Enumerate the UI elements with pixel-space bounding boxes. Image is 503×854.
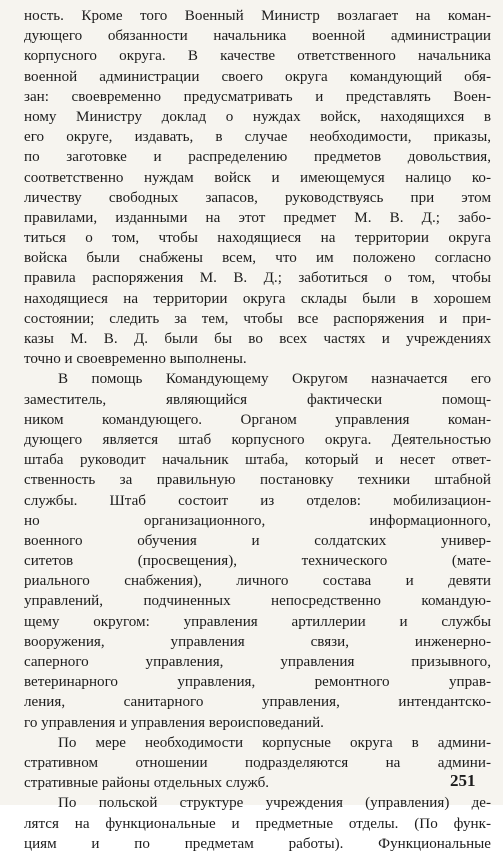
text-line: штаба руководит начальник штаба, который и несет ответ- <box>24 452 491 469</box>
text-line: дующего является штаб корпусного округа. Деятельностью <box>24 431 491 448</box>
text-line: войска были снабжены всем, что им положено согласно <box>24 250 491 267</box>
text-line: го управления и управления вероисповеданий. <box>24 714 324 731</box>
text-line: титься о том, чтобы находящиеся на территории округа <box>24 230 491 247</box>
text-line: находящиеся на территории округа склады были в хорошем <box>24 290 491 307</box>
text-line: соответственно нуждам войск и имеющемуся налицо ко- <box>24 169 491 186</box>
text-line: По мере необходимости корпусные округа в админи- <box>58 734 491 751</box>
text-line: службы. Штаб состоит из отделов: мобилизацион- <box>24 492 491 509</box>
text-line: ситетов (просвещения), технического (мате- <box>24 553 491 570</box>
page-number: 251 <box>450 771 476 790</box>
text-line: лятся на функциональные и предметные отделы. (По функ- <box>24 815 491 832</box>
text-line: состоянии; следить за тем, чтобы все распоряжения и при- <box>24 310 491 327</box>
text-line: стративные районы отдельных служб. <box>24 775 270 792</box>
text-line: но организационного, информационного, <box>24 512 491 529</box>
text-line: казы М. В. Д. были бы во всех частях и учреждениях <box>24 331 491 347</box>
text-line: правила распоряжения М. В. Д.; заботиться о том, чтобы <box>24 270 491 287</box>
text-line: корпусного округа. В качестве ответственного начальника <box>24 48 491 65</box>
text-line: заместитель, являющийся фактически помощ- <box>24 391 491 408</box>
text-line: По польской структуре учреждения (управления) де- <box>58 795 491 812</box>
text-line: риального снабжения), личного состава и девяти <box>24 573 491 590</box>
text-line: военного обучения и солдатских универ- <box>24 532 491 549</box>
text-line: по заготовке и распределению предметов довольствия, <box>24 149 491 166</box>
text-line: дующего обязанности начальника военной администрации <box>24 28 491 45</box>
text-line: личеству свободных запасов, руководствуясь при этом <box>24 189 491 206</box>
text-line: вооружения, управления связи, инженерно- <box>24 633 491 650</box>
text-line: щему округом: управления артиллерии и службы <box>24 613 491 630</box>
text-line: ником командующего. Органом управления коман- <box>24 411 491 428</box>
text-line: правилами, изданными на этот предмет М. В. Д.; забо- <box>24 209 491 226</box>
text-line: В помощь Командующему Округом назначается его <box>58 371 491 388</box>
text-line: ветеринарного управления, ремонтного управ- <box>24 674 491 691</box>
body-text <box>24 6 491 854</box>
text-line: военной администрации своего округа командующий обя- <box>24 68 491 85</box>
text-line: ность. Кроме того Военный Министр возлагает на коман- <box>24 8 491 24</box>
text-line: зан: своевременно предусматривать и представлять Воен- <box>24 88 491 105</box>
text-line: управлений, подчиненных непосредственно командую- <box>24 593 491 610</box>
text-line: ления, санитарного управления, интендантско- <box>24 694 491 711</box>
text-line: циям и по предметам работы). Функциональные <box>24 835 491 852</box>
text-line: его округе, издавать, в случае необходимости, приказы, <box>24 129 491 146</box>
text-line: стративном отношении подразделяются на админи- <box>24 754 491 771</box>
text-line: ному Министру доклад о нуждах войск, находящихся в <box>24 108 491 125</box>
text-line: саперного управления, управления призывного, <box>24 654 491 670</box>
text-line: ственность за правильную постановку техники штабной <box>24 472 491 489</box>
text-line: точно и своевременно выполнены. <box>24 351 247 368</box>
